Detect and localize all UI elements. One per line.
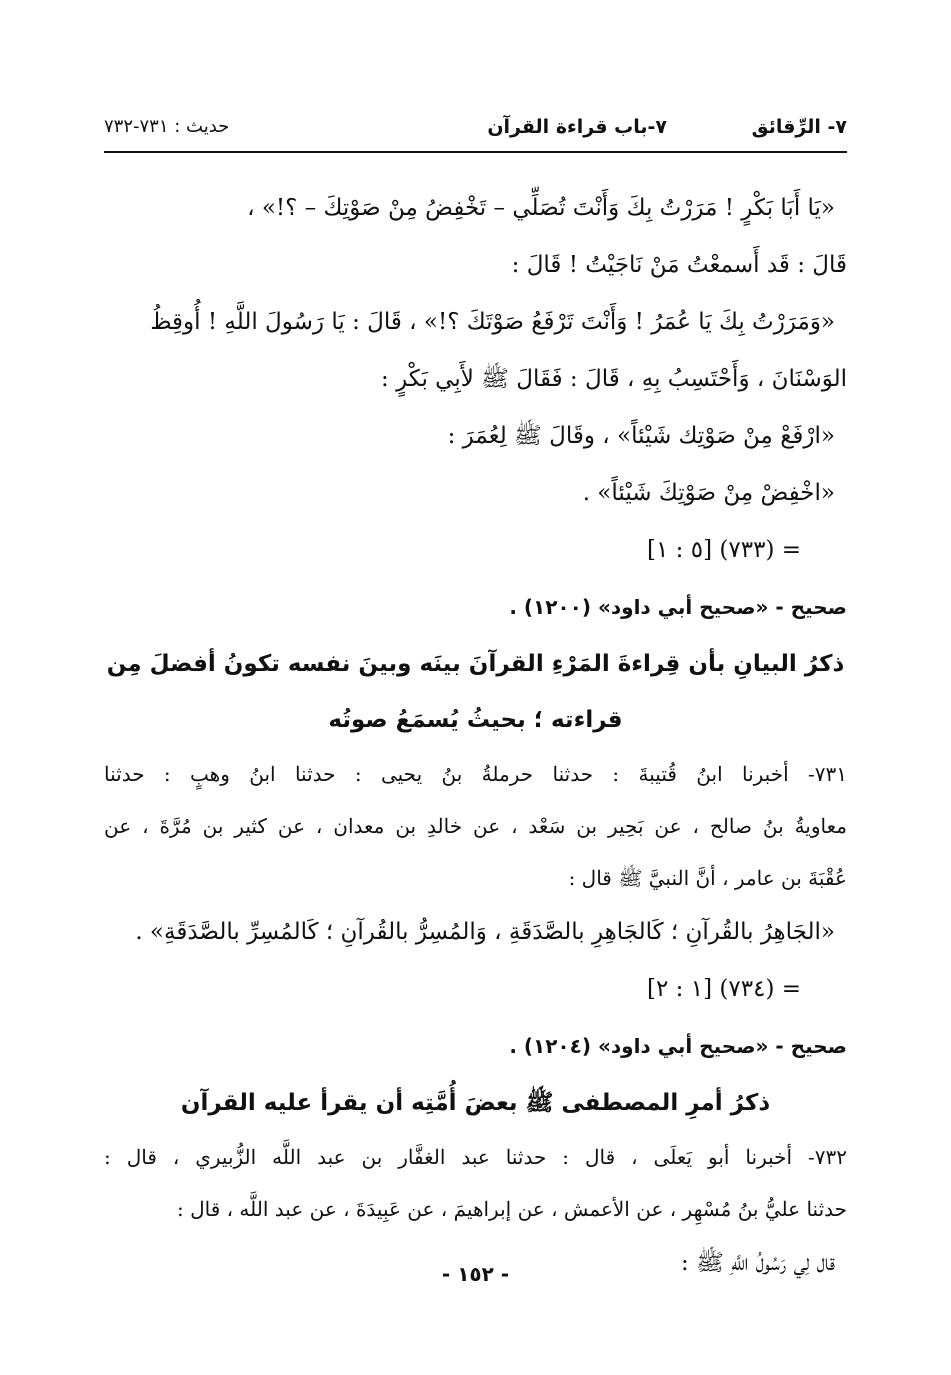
text-line: «اخْفِضْ مِنْ صَوْتِكَ شَيْئاً» . [582, 480, 835, 506]
text-line: «يَا أَبَا بَكْرٍ ! مَرَرْتُ بِكَ وَأَنْتَ تُصَلِّي – تَخْفِضُ مِنْ صَوْتِكَ – ؟!» ، [247, 195, 835, 221]
text-line: «ارْفَعْ مِنْ صَوْتِك شَيْئاً» ، وقَالَ ﷺ لِعُمَرَ : [447, 423, 835, 449]
grading-line: صحيح - «صحيح أبي داود» (١٢٠٠) . [509, 595, 847, 619]
section-heading: ذكرُ أمرِ المصطفى ﷺ بعضَ أُمَّتِه أن يقرأ عليه القرآن [180, 1090, 771, 1116]
isnad-line: حدثنا عليُّ بنُ مُسْهِر ، عن الأعمش ، عن إبراهيمَ ، عن عَبِيدَةَ ، عن عبد اللَّه ، قال : [176, 1197, 847, 1221]
isnad-line: معاويةُ بنُ صالح ، عن بَحِير بن سَعْد ، عن خالدِ بن معدان ، عن كثير بن مُرَّةَ ، عن [104, 814, 847, 838]
section-heading: قراءته ؛ بحيثُ يُسمَعُ صوتُه [328, 707, 623, 733]
isnad-line: ٧٣٢- أخبرنا أبو يَعلَى ، قال : حدثنا عبد الغفَّار بن عبد اللَّه الزُّبيري ، قال : [104, 1145, 847, 1169]
text-line: الوَسْنَانَ ، وَأَحْتَسِبُ بِهِ ، قَالَ : فَقَالَ ﷺ لأَبِي بَكْرٍ : [381, 366, 847, 392]
reference-line: = (٧٣٣) [٥ : ١] [647, 537, 801, 563]
header-rule [104, 151, 847, 153]
text-line: قَالَ : قَد أَسمعْتُ مَنْ نَاجَيْتُ ! قَالَ : [511, 252, 847, 278]
text-line: «وَمَرَرْتُ بِكَ يَا عُمَرُ ! وَأَنْتَ تَرْفَعُ صَوْتَكَ ؟!» ، قَالَ : يَا رَسُولَ اللَّهِ ! أُوقِظُ [150, 309, 835, 335]
section-title: ٧-باب قراءة القرآن [487, 116, 667, 138]
matn-line: قال لِي رَسُولُ اللَّهِ ﷺ : [681, 1250, 835, 1276]
page-number: - ١٥٢ - [441, 1262, 510, 1286]
grading-line: صحيح - «صحيح أبي داود» (١٢٠٤) . [509, 1034, 847, 1058]
matn-line: «الجَاهِرُ بالقُرآنِ ؛ كَالجَاهِرِ بالصَّدَقَةِ ، وَالمُسِرُّ بالقُرآنِ ؛ كَالمُسِرِّ بالصَّدَقَةِ» . [135, 919, 835, 945]
reference-line: = (٧٣٤) [١ : ٢] [647, 976, 801, 1002]
isnad-line: ٧٣١- أخبرنا ابنُ قُتيبةَ : حدثنا حرملةُ بنُ يحيى : حدثنا ابنُ وهبٍ : حدثنا [104, 762, 847, 786]
hadith-range: حديث : ٧٣١-٧٣٢ [104, 116, 230, 137]
running-header [104, 108, 847, 148]
page-body [104, 180, 847, 1292]
isnad-line: عُقْبَةَ بن عامر ، أنَّ النبيَّ ﷺ قال : [568, 866, 847, 890]
chapter-title: ٧- الرِّقائق [751, 116, 847, 138]
section-heading: ذكرُ البيانِ بأن قِراءةَ المَرْءِ القرآنَ بينَه وبينَ نفسه تكونُ أفضلَ مِن [106, 651, 845, 677]
